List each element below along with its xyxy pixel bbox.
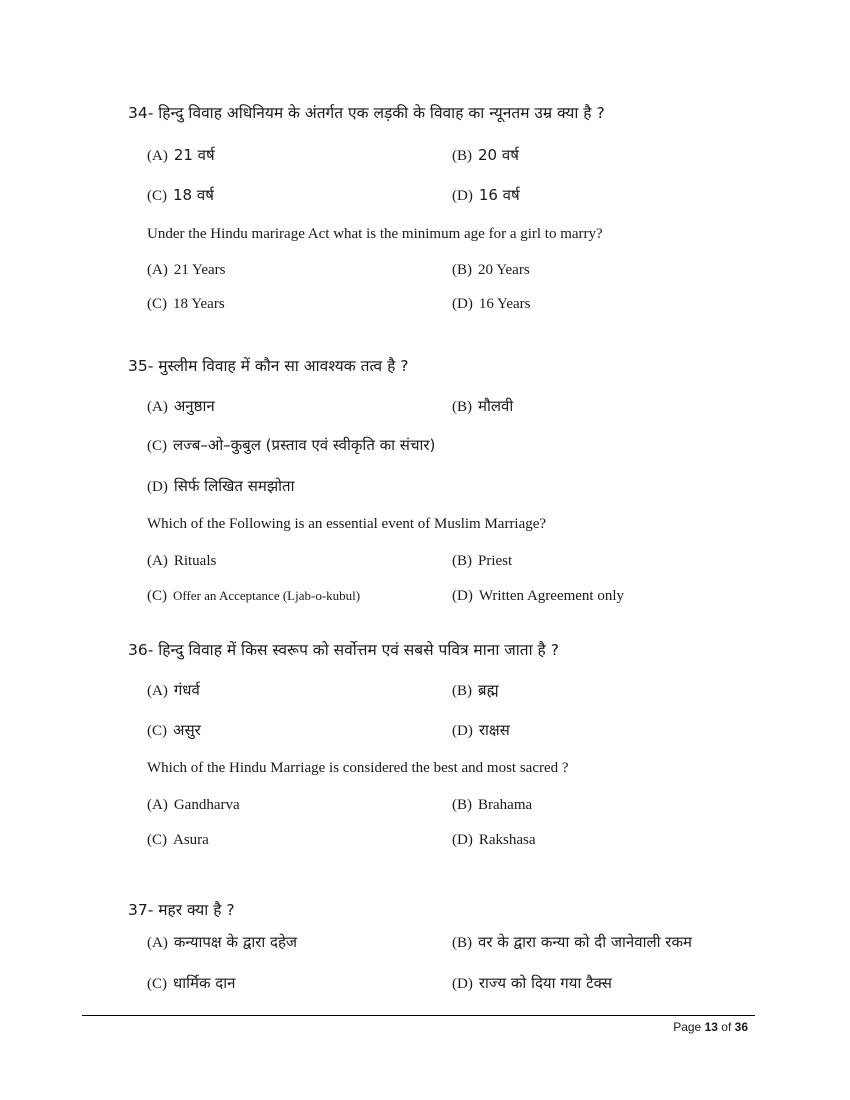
q35-hindi-option-b [452, 396, 513, 416]
page-word: Page [673, 1020, 702, 1034]
option-text: 16 वर्ष [478, 186, 520, 204]
q34-english-option-d [452, 294, 531, 313]
q36-hindi-option-b [452, 680, 499, 700]
q35-hindi-option-c [147, 435, 435, 455]
option-text: राक्षस [478, 721, 510, 739]
option-label: (B) [452, 797, 472, 813]
current-page: 13 [704, 1020, 718, 1034]
option-label: (A) [147, 148, 168, 164]
option-text: Gandharva [173, 797, 240, 813]
q34-hindi-option-a [147, 145, 215, 165]
option-text: Offer an Acceptance (Ljab-o-kubul) [173, 588, 361, 603]
q34-hindi-option-b [452, 145, 519, 165]
q36-hindi-option-a [147, 680, 200, 700]
option-text: ब्रह्म [478, 681, 499, 699]
page-number [673, 1020, 748, 1034]
q37-hindi-option-d [452, 973, 612, 993]
option-text: लज्ब–ओ–कुबुल (प्रस्ताव एवं स्वीकृति का संचार) [173, 436, 436, 454]
q37-hindi-option-c [147, 973, 235, 993]
q35-hindi-option-d [147, 476, 295, 496]
option-text: राज्य को दिया गया टैक्स [478, 974, 612, 992]
option-label: (C) [147, 723, 167, 739]
question-35-hindi: 35- मुस्लीम विवाह में कौन सा आवश्यक तत्व है ? [128, 357, 409, 375]
q36-english-option-c [147, 830, 209, 849]
question-37-hindi: 37- महर क्या है ? [128, 901, 235, 919]
option-text: धार्मिक दान [173, 974, 236, 992]
option-text: 21 वर्ष [173, 146, 215, 164]
option-text: गंधर्व [173, 681, 200, 699]
option-label: (A) [147, 797, 168, 813]
option-text: 18 Years [173, 296, 225, 312]
option-text: वर के द्वारा कन्या को दी जानेवाली रकम [478, 933, 692, 951]
option-label: (D) [452, 188, 473, 204]
q35-english-option-b [452, 551, 512, 570]
question-35-english: Which of the Following is an essential event of Muslim Marriage? [147, 516, 547, 532]
option-label: (B) [452, 399, 472, 415]
q35-english-option-d [452, 586, 624, 605]
option-label: (C) [147, 438, 167, 454]
option-label: (D) [452, 976, 473, 992]
option-text: अनुष्ठान [173, 397, 215, 415]
option-label: (D) [452, 723, 473, 739]
option-text: Rituals [173, 553, 217, 569]
option-label: (D) [452, 832, 473, 848]
option-text: Priest [478, 553, 513, 569]
option-text: Brahama [478, 797, 533, 813]
option-label: (C) [147, 188, 167, 204]
q34-english-option-c [147, 294, 225, 313]
option-text: कन्यापक्ष के द्वारा दहेज [173, 933, 298, 951]
footer-divider [82, 1015, 755, 1016]
option-text: सिर्फ लिखित समझोता [173, 477, 295, 495]
q34-hindi-option-d [452, 185, 520, 205]
option-label: (B) [452, 148, 472, 164]
question-36-english: Which of the Hindu Marriage is considered the best and most sacred ? [147, 760, 569, 776]
option-label: (A) [147, 262, 168, 278]
option-text: असुर [173, 721, 201, 739]
option-label: (C) [147, 296, 167, 312]
option-text: Written Agreement only [478, 588, 625, 604]
option-label: (B) [452, 553, 472, 569]
q36-english-option-d [452, 830, 535, 849]
q36-english-option-a [147, 795, 240, 814]
option-label: (A) [147, 683, 168, 699]
option-label: (A) [147, 553, 168, 569]
q35-english-option-a [147, 551, 216, 570]
option-label: (B) [452, 262, 472, 278]
total-pages: 36 [734, 1020, 748, 1034]
option-text: 18 वर्ष [173, 186, 214, 204]
option-text: 20 वर्ष [478, 146, 519, 164]
question-34-english: Under the Hindu marirage Act what is the minimum age for a girl to marry? [147, 226, 603, 242]
option-text: Rakshasa [478, 832, 536, 848]
q34-hindi-option-c [147, 185, 214, 205]
option-label: (D) [452, 588, 473, 604]
option-text: 21 Years [173, 262, 226, 278]
q36-hindi-option-c [147, 720, 201, 740]
q37-hindi-option-a [147, 932, 297, 952]
option-text: 16 Years [478, 296, 531, 312]
option-text: 20 Years [478, 262, 530, 278]
option-label: (B) [452, 935, 472, 951]
option-text: Asura [173, 832, 209, 848]
question-34-hindi: 34- हिन्दु विवाह अधिनियम के अंतर्गत एक लड़की के विवाह का न्यूनतम उम्र क्या है ? [128, 104, 605, 122]
q36-english-option-b [452, 795, 532, 814]
q35-hindi-option-a [147, 396, 215, 416]
option-label: (B) [452, 683, 472, 699]
q34-english-option-b [452, 260, 530, 279]
option-label: (D) [147, 479, 168, 495]
option-label: (C) [147, 832, 167, 848]
q34-english-option-a [147, 260, 226, 279]
option-label: (C) [147, 588, 167, 604]
q35-english-option-c [147, 586, 360, 605]
of-word: of [721, 1020, 732, 1034]
q37-hindi-option-b [452, 932, 692, 952]
option-label: (A) [147, 935, 168, 951]
option-label: (C) [147, 976, 167, 992]
option-text: मौलवी [478, 397, 514, 415]
question-36-hindi: 36- हिन्दु विवाह में किस स्वरूप को सर्वोत्तम एवं सबसे पवित्र माना जाता है ? [128, 641, 559, 659]
option-label: (A) [147, 399, 168, 415]
option-label: (D) [452, 296, 473, 312]
q36-hindi-option-d [452, 720, 510, 740]
